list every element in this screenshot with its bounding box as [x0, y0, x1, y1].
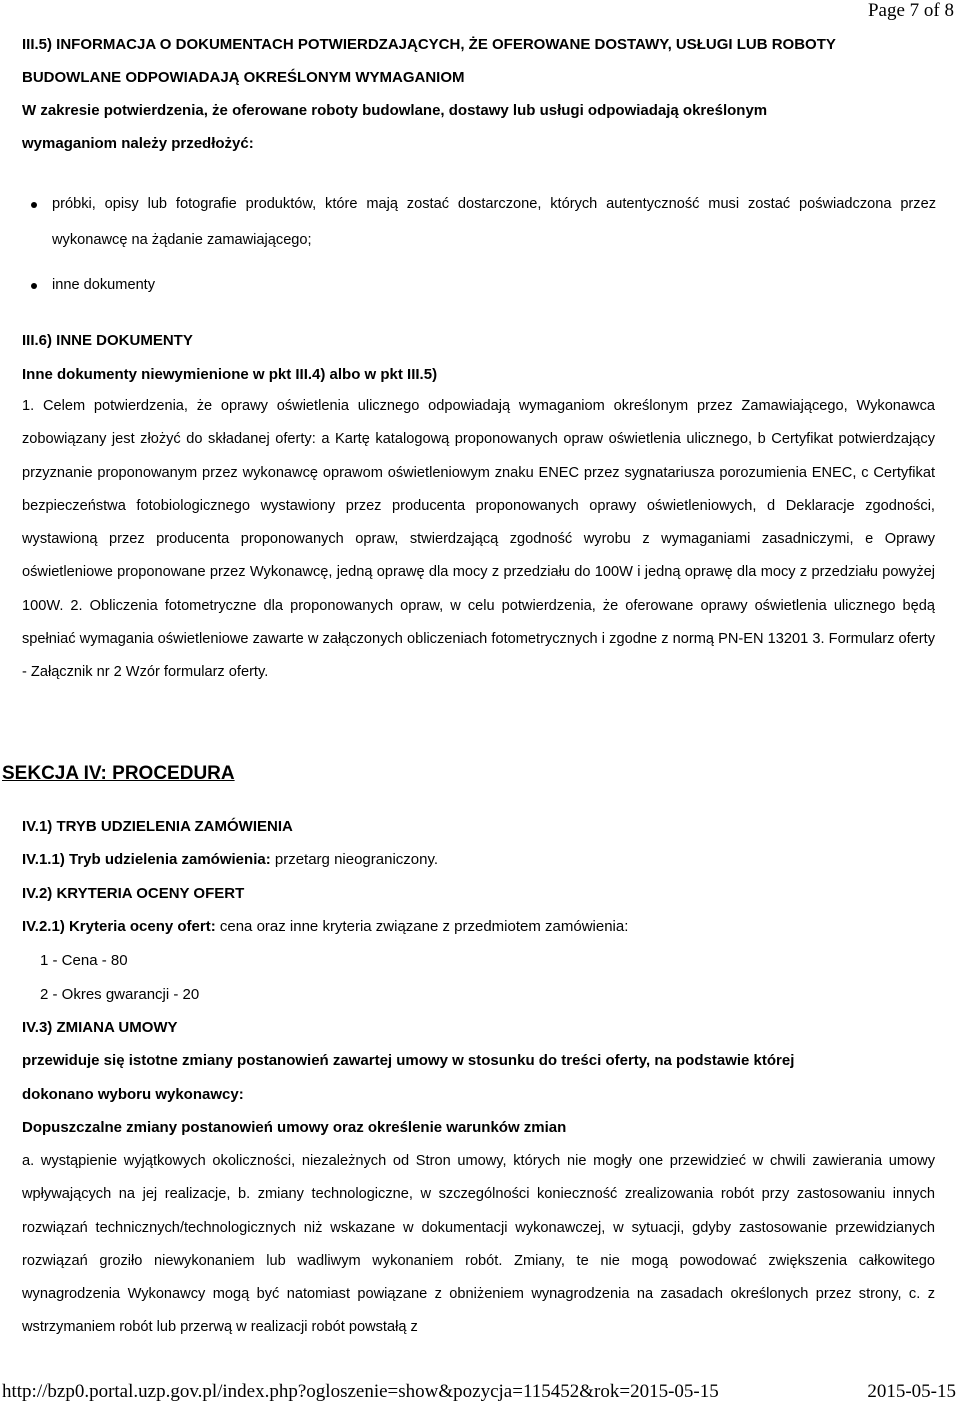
section-heading-iii5-line1: III.5) INFORMACJA O DOKUMENTACH POTWIERDZAJĄCYCH, ŻE OFEROWANE DOSTAWY, USŁUGI LUB ROBOTY	[22, 36, 836, 53]
bullet-dot	[31, 283, 37, 289]
contract-change-line1: przewiduje się istotne zmiany postanowień zawartej umowy w stosunku do treści oferty, na podstawie której	[22, 1052, 795, 1069]
other-documents-body: 1. Celem potwierdzenia, że oprawy oświetlenia ulicznego odpowiadają wymaganiom określonym przez Zamawiającego, Wykonawca zobowiązany jest złożyć do składanej oferty: a Kartę katalogową proponowanych opraw oświetlenia ulicznego, b Certyfikat potwierdzający przyznanie proponowanym przez wykonawcę oprawom oświetleniowym znaku ENEC przez sygnatariusza porozumienia ENEC, c Certyfikat bezpieczeństwa fotobiologicznego wystawiony przez producenta proponowanych oprawy oświetleniowych, d Deklaracje zgodności, wystawioną przez producenta proponowanych opraw, stwierdzającą zgodność wyrobu z wymaganiami zasadniczymi, e Oprawy oświetleniowe proponowane przez Wykonawcę, jedną oprawę dla mocy z przedziału do 100W i jedną oprawę dla mocy z przedziału powyżej 100W. 2. Obliczenia fotometryczne dla proponowanych opraw, w celu potwierdzenia, że oferowane oprawy oświetlenia ulicznego będą spełniać wymagania oświetleniowe zawarte w załączonych obliczeniach fotometrycznych i zgodne z normą PN-EN 13201 3. Formularz oferty - Załącznik nr 2 Wzór formularz oferty.	[22, 398, 935, 681]
section-heading-iii6: III.6) INNE DOKUMENTY	[22, 332, 193, 349]
footer-date: 2015-05-15	[867, 1381, 956, 1402]
section-intro-line1: W zakresie potwierdzenia, że oferowane roboty budowlane, dostawy lub usługi odpowiadają określonym	[22, 102, 768, 119]
heading-iv2: IV.2) KRYTERIA OCENY OFERT	[22, 885, 245, 902]
footer-url[interactable]: http://bzp0.portal.uzp.gov.pl/index.php?ogloszenie=show&pozycja=115452&rok=2015-05-15	[2, 1381, 719, 1402]
bullet-item-samples: próbki, opisy lub fotografie produktów, które mają zostać dostarczone, których autentyczność musi zostać poświadczona przez wykonawcę na żądanie zamawiającego;	[52, 196, 936, 248]
section-intro-line2: wymaganiom należy przedłożyć:	[22, 135, 254, 152]
bullet-dot	[31, 202, 37, 208]
section-subheading-iii6: Inne dokumenty niewymienione w pkt III.4) albo w pkt III.5)	[22, 366, 438, 383]
criteria-item-warranty: 2 - Okres gwarancji - 20	[40, 986, 200, 1003]
contract-change-body: a. wystąpienie wyjątkowych okoliczności, niezależnych od Stron umowy, których nie mogły one przewidzieć w chwili zawierania umowy wpływających na jej realizacje, b. zmiany technologiczne, w szczególności konieczność zrealizowania robót przy zastosowaniu innych rozwiązań technicznych/technologicznych niż wskazane w dokumentacji wykonawczej, w sytuacji, gdyby zastosowanie przewidzianych rozwiązań groziło niewykonaniem lub wadliwym wykonaniem robót. Zmiany, te nie mogą powodować zwiększenia całkowitego wynagrodzenia Wykonawcy mogą być natomiast powiązane z obniżeniem wynagrodzenia na zasadach określonych przez strony, c. z wstrzymaniem robót lub przerwą w realizacji robót powstałą z	[22, 1153, 935, 1336]
criteria-value: cena oraz inne kryteria związane z przedmiotem zamówienia:	[215, 918, 629, 935]
criteria-intro	[22, 918, 628, 935]
procedure-type-value: przetarg nieograniczony.	[270, 851, 439, 868]
criteria-label: IV.2.1) Kryteria oceny ofert:	[22, 918, 216, 935]
section-heading-iii5-line2: BUDOWLANE ODPOWIADAJĄ OKREŚLONYM WYMAGANIOM	[22, 69, 465, 86]
procedure-type-label: IV.1.1) Tryb udzielenia zamówienia:	[22, 851, 271, 868]
page-number: Page 7 of 8	[867, 0, 954, 21]
contract-change-line2: dokonano wyboru wykonawcy:	[22, 1086, 244, 1103]
contract-change-line3: Dopuszczalne zmiany postanowień umowy oraz określenie warunków zmian	[22, 1119, 567, 1136]
section-iv-title: SEKCJA IV: PROCEDURA	[2, 763, 235, 784]
criteria-item-price: 1 - Cena - 80	[40, 952, 128, 969]
heading-iv3: IV.3) ZMIANA UMOWY	[22, 1019, 178, 1036]
procedure-type	[22, 851, 438, 868]
heading-iv1: IV.1) TRYB UDZIELENIA ZAMÓWIENIA	[22, 818, 293, 835]
bullet-item-other-documents: inne dokumenty	[52, 277, 156, 293]
